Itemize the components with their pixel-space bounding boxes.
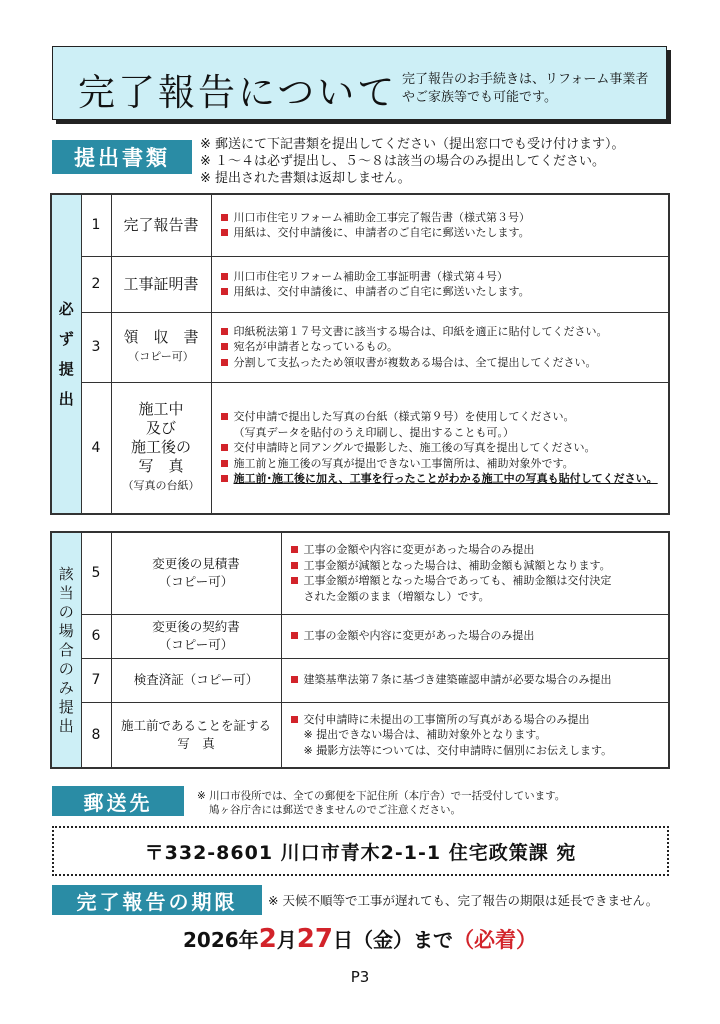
- row-number: 4: [81, 382, 111, 514]
- mail-address: 〒332-8601 川口市青木2-1-1 住宅政策課 宛: [144, 841, 577, 864]
- mail-label: 郵送先: [52, 786, 184, 816]
- deadline-month-unit: 月: [276, 928, 297, 952]
- conditional-group-label: 該 当 の 場 合 の み 提 出: [51, 532, 81, 768]
- deadline-month: 2: [258, 924, 277, 954]
- row-number: 2: [81, 256, 111, 312]
- deadline-label: 完了報告の期限: [52, 885, 262, 915]
- deadline-year: 2026年: [183, 928, 259, 952]
- document-notes: 交付申請時に未提出の工事箇所の写真がある場合のみ提出 ※ 提出できない場合は、補助対象外となります。 ※ 撮影方法等については、交付申請時に個別にお伝えします。: [281, 702, 669, 768]
- document-notes: 川口市住宅リフォーム補助金工事完了報告書（様式第３号） 用紙は、交付申請後に、申請者のご自宅に郵送いたします。: [211, 194, 669, 256]
- page-number: P3: [350, 968, 370, 986]
- row-number: 5: [81, 532, 111, 614]
- row-number: 8: [81, 702, 111, 768]
- document-notes: 工事の金額や内容に変更があった場合のみ提出: [281, 614, 669, 658]
- table-row: [51, 194, 669, 256]
- required-table: [50, 193, 670, 515]
- title-note-line: やご家族等でも可能です。: [402, 90, 557, 105]
- row-number: 3: [81, 312, 111, 382]
- submission-label: 提出書類: [52, 140, 192, 174]
- conditional-table: [50, 531, 670, 769]
- table-row: [51, 382, 669, 514]
- submission-note: ※ 郵送にて下記書類を提出してください（提出窓口でも受け付けます）。: [200, 137, 625, 152]
- deadline-weekday: （金）: [352, 928, 413, 952]
- deadline-arrival: （必着）: [452, 928, 537, 952]
- document-notes: 印紙税法第１７号文書に該当する場合は、印紙を適正に貼付してください。 宛名が申請者となっているもの。 分割して支払ったため領収書が複数ある場合は、全て提出してください。: [211, 312, 669, 382]
- mail-notes: [197, 789, 565, 817]
- document-name: 施工前であることを証する 写 真: [111, 702, 281, 768]
- deadline-day: 27: [296, 924, 333, 954]
- document-name: 工事証明書: [111, 256, 211, 312]
- submission-note: ※ 提出された書類は返却しません。: [200, 171, 411, 186]
- deadline-note: ※ 天候不順等で工事が遅れても、完了報告の期限は延長できません。: [268, 893, 659, 908]
- document-notes: 交付申請で提出した写真の台紙（様式第９号）を使用してください。 （写真データを貼付のうえ印刷し、提出することも可。） 交付申請時と同アングルで撮影した、施工後の写真を提出してください。 施工前と施工後の写真が提出できない工事箇所は、補助対象外です。 施工前･施工後に加え、工事を行ったことがわかる施工中の写真も貼付してください。: [211, 382, 669, 514]
- document-notes: 建築基準法第７条に基づき建築確認申請が必要な場合のみ提出: [281, 658, 669, 702]
- address-box: [52, 826, 669, 876]
- title-note: [402, 71, 662, 107]
- table-row: [51, 312, 669, 382]
- document-notes: 工事の金額や内容に変更があった場合のみ提出 工事金額が減額となった場合は、補助金額も減額となります。 工事金額が増額となった場合であっても、補助金額は交付決定 された金額のまま（増額なし）です。: [281, 532, 669, 614]
- document-name: 施工中 及び 施工後の 写 真 （写真の台紙）: [111, 382, 211, 514]
- table-row: [51, 532, 669, 614]
- submission-note: ※ １～４は必ず提出し、５～８は該当の場合のみ提出してください。: [200, 154, 606, 169]
- document-name: 完了報告書: [111, 194, 211, 256]
- deadline-day-unit: 日: [332, 928, 353, 952]
- row-number: 1: [81, 194, 111, 256]
- table-row: [51, 256, 669, 312]
- title-note-line: 完了報告のお手続きは、リフォーム事業者: [402, 72, 649, 87]
- table-row: [51, 658, 669, 702]
- deadline-suffix: まで: [412, 928, 453, 952]
- document-name: 変更後の契約書 （コピー可）: [111, 614, 281, 658]
- submission-notes: [200, 136, 625, 187]
- deadline-date: [0, 924, 720, 954]
- table-row: [51, 614, 669, 658]
- mail-note: 鳩ヶ谷庁舎には郵送できませんのでご注意ください。: [209, 804, 461, 816]
- row-number: 6: [81, 614, 111, 658]
- table-row: [51, 702, 669, 768]
- page-title: 完了報告について: [78, 71, 398, 114]
- row-number: 7: [81, 658, 111, 702]
- document-name: 変更後の見積書 （コピー可）: [111, 532, 281, 614]
- required-group-label: 必 ず 提 出: [51, 194, 81, 514]
- document-notes: 川口市住宅リフォーム補助金工事証明書（様式第４号） 用紙は、交付申請後に、申請者のご自宅に郵送いたします。: [211, 256, 669, 312]
- mail-note: ※ 川口市役所では、全ての郵便を下記住所（本庁舎）で一括受付しています。: [197, 790, 566, 802]
- document-name: 検査済証（コピー可）: [111, 658, 281, 702]
- document-name: 領 収 書 （コピー可）: [111, 312, 211, 382]
